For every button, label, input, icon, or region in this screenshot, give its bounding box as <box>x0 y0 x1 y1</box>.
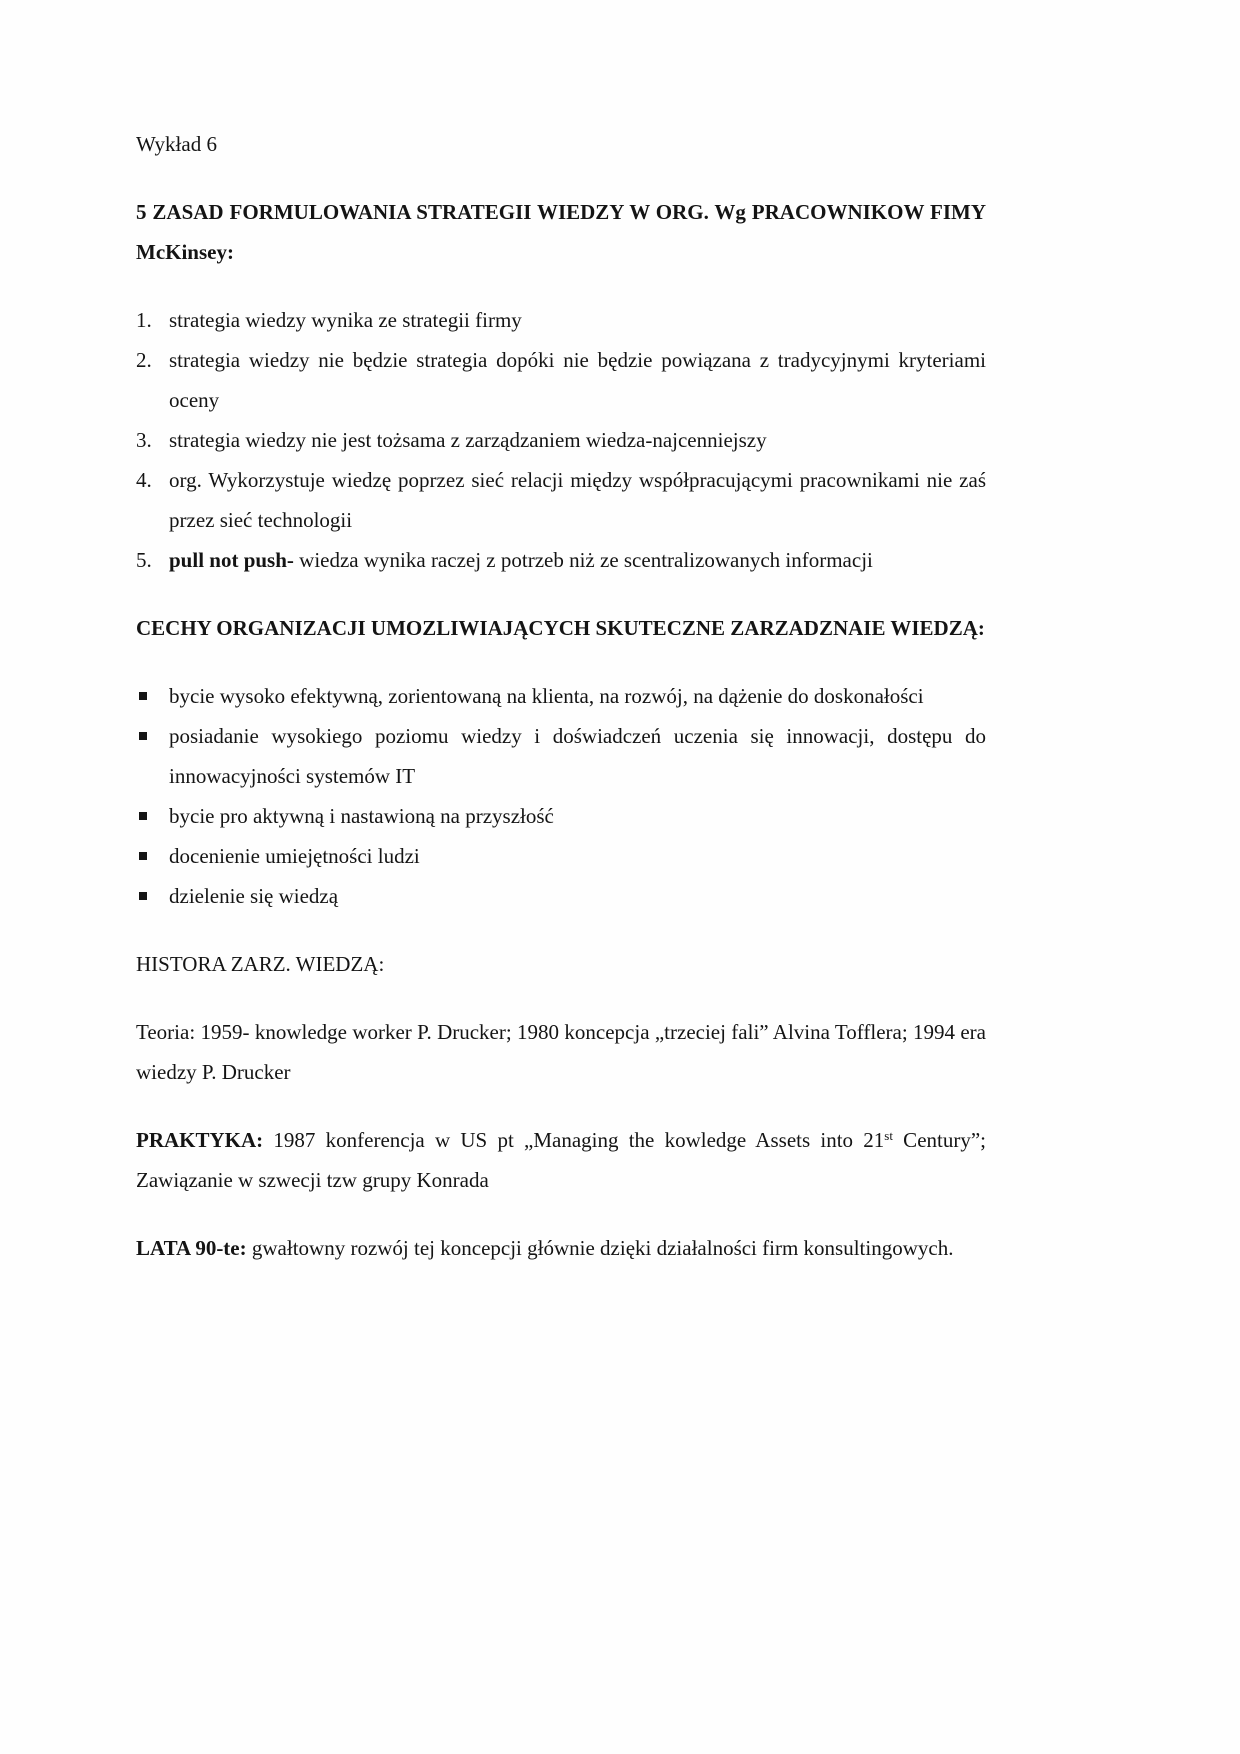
principles-heading: 5 ZASAD FORMULOWANIA STRATEGII WIEDZY W ORG. Wg PRACOWNIKOW FIMY McKinsey: <box>136 200 986 264</box>
history-heading: HISTORA ZARZ. WIEDZĄ: <box>136 952 385 976</box>
bullet-icon <box>136 716 169 796</box>
principle-item <box>136 340 986 420</box>
feature-text: posiadanie wysokiego poziomu wiedzy i doświadczeń uczenia się innowacji, dostępu do innowacyjności systemów IT <box>169 724 986 788</box>
feature-text: dzielenie się wiedzą <box>169 884 339 908</box>
practice-text-2: Century”; Zawiązanie w szwecji tzw grupy Konrada <box>136 1128 986 1192</box>
principle-number: 1. <box>136 308 152 332</box>
principle-number: 5. <box>136 548 152 572</box>
principle-number: 4. <box>136 468 152 492</box>
principle-item <box>136 300 986 340</box>
nineties-label: LATA 90-te: <box>136 1236 247 1260</box>
practice-text-1: 1987 konferencja w US pt „Managing the kowledge Assets into 21 <box>263 1128 885 1152</box>
feature-text: bycie pro aktywną i nastawioną na przyszłość <box>169 804 554 828</box>
principle-item <box>136 540 986 580</box>
principle-body: strategia wiedzy nie jest tożsama z zarządzaniem wiedza-najcenniejszy <box>169 428 767 452</box>
superscript-st: st <box>884 1128 893 1143</box>
principle-text <box>169 300 986 340</box>
principle-item <box>136 460 986 540</box>
principle-body: org. Wykorzystuje wiedzę poprzez sieć relacji między współpracującymi pracownikami nie zaś przez sieć technologii <box>169 468 986 532</box>
principle-number: 2. <box>136 348 152 372</box>
bullet-icon <box>136 676 169 716</box>
feature-item <box>136 716 986 796</box>
feature-text: docenienie umiejętności ludzi <box>169 844 420 868</box>
lecture-title: Wykład 6 <box>136 132 217 156</box>
principle-item <box>136 420 986 460</box>
nineties-text: gwałtowny rozwój tej koncepcji głównie dzięki działalności firm konsultingowych. <box>246 1236 954 1260</box>
feature-item <box>136 876 986 916</box>
principle-lead: pull not push- <box>169 548 294 572</box>
bullet-icon <box>136 836 169 876</box>
features-heading: CECHY ORGANIZACJI UMOZLIWIAJĄCYCH SKUTECZNE ZARZADZNAIE WIEDZĄ: <box>136 616 985 640</box>
features-list <box>136 676 986 916</box>
principle-body: strategia wiedzy wynika ze strategii firmy <box>169 308 522 332</box>
principle-text <box>169 540 986 580</box>
principle-body: strategia wiedzy nie będzie strategia dopóki nie będzie powiązana z tradycyjnymi kryteriami oceny <box>169 348 986 412</box>
bullet-icon <box>136 876 169 916</box>
feature-item <box>136 836 986 876</box>
practice-paragraph <box>136 1120 986 1200</box>
nineties-paragraph <box>136 1228 986 1268</box>
principles-list <box>136 300 986 580</box>
principle-text <box>169 460 986 540</box>
principle-text <box>169 420 986 460</box>
theory-paragraph: Teoria: 1959- knowledge worker P. Drucker; 1980 koncepcja „trzeciej fali” Alvina Tofflera; 1994 era wiedzy P. Drucker <box>136 1020 986 1084</box>
feature-text: bycie wysoko efektywną, zorientowaną na klienta, na rozwój, na dążenie do doskonałości <box>169 684 924 708</box>
principle-body: wiedza wynika raczej z potrzeb niż ze scentralizowanych informacji <box>293 548 873 572</box>
feature-item <box>136 796 986 836</box>
principle-text <box>169 340 986 420</box>
bullet-icon <box>136 796 169 836</box>
principle-number: 3. <box>136 428 152 452</box>
practice-label: PRAKTYKA: <box>136 1128 264 1152</box>
feature-item <box>136 676 986 716</box>
